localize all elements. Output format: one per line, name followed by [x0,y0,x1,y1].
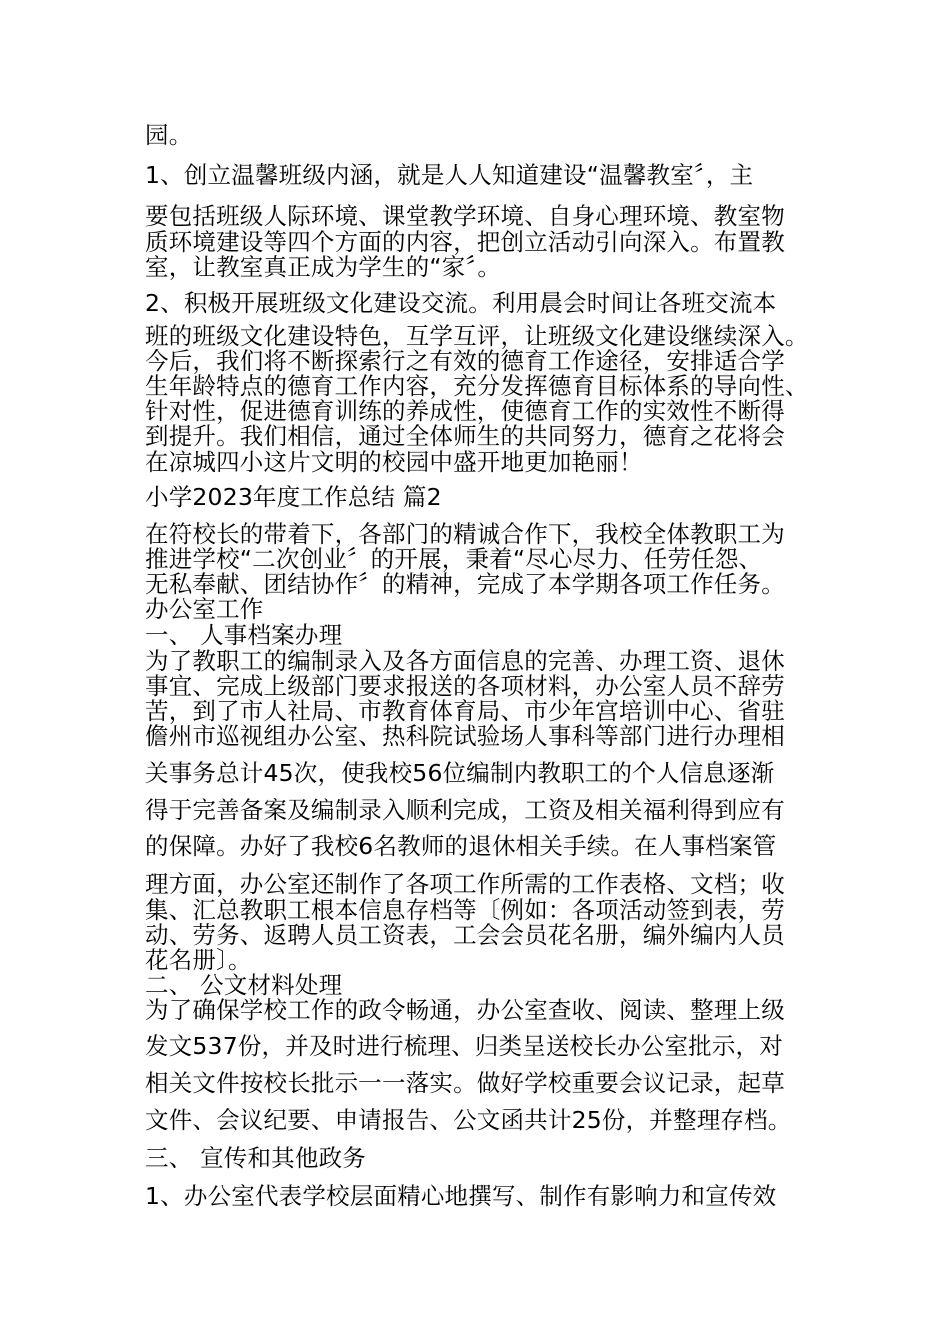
text-line: 1、办公室代表学校层面精心地撰写、制作有影响力和宣传效 [145,1182,777,1210]
text-line: 到提升。我们相信，通过全体师生的共同努力，德育之花将会 [145,422,785,450]
text-line: 儋州市巡视组办公室、热科院试验场人事科等部门进行办理相 [145,722,785,750]
text-line: 相关文件按校长批示一一落实。做好学校重要会议记录，起草 [145,1069,785,1097]
text-line: 班的班级文化建设特色，互学互评，让班级文化建设继续深入。 [145,322,809,350]
text-line: 1、创立温馨班级内涵，就是人人知道建设“温馨教室〞，主 [145,161,754,189]
text-line: 要包括班级人际环境、课堂教学环境、自身心理环境、教室物 [145,202,785,230]
text-line: 园。 [145,121,193,149]
text-line: 为了教职工的编制录入及各方面信息的完善、办理工资、退休 [145,647,785,675]
text-line: 苦，到了市人社局、市教育体育局、市少年宫培训中心、省驻 [145,697,785,725]
section-heading: 办公室工作 [145,595,264,623]
text-line: 在符校长的带着下，各部门的精诚合作下，我校全体教职工为 [145,520,785,548]
text-line: 针对性，促进德育训练的养成性，使德育工作的实效性不断得 [145,397,785,425]
text-line: 生年龄特点的德育工作内容，充分发挥德育目标体系的导向性、 [145,372,809,400]
section-heading: 二、 公文材料处理 [145,971,343,999]
text-line: 的保障。办好了我校6名教师的退休相关手续。在人事档案管 [145,832,777,860]
text-line: 集、汇总教职工根本信息存档等〔例如：各项活动签到表，劳 [145,896,785,924]
text-line: 在凉城四小这片文明的校园中盛开地更加艳丽！ [145,448,643,476]
text-line: 推进学校“二次创业〞的开展，秉着“尽心尽力、任劳任怨、 [145,545,763,573]
text-line: 2、积极开展班级文化建设交流。利用晨会时间让各班交流本 [145,289,777,317]
text-line: 花名册〕。 [145,946,252,974]
text-line: 关事务总计45次，使我校56位编制内教职工的个人信息逐渐 [145,759,775,787]
text-line: 理方面，办公室还制作了各项工作所需的工作表格、文档；收 [145,870,785,898]
text-line: 动、劳务、返聘人员工资表，工会会员花名册，编外编内人员 [145,921,785,949]
text-line: 为了确保学校工作的政令畅通，办公室查收、阅读、整理上级 [145,996,785,1024]
section-heading: 三、 宣传和其他政务 [145,1144,366,1172]
section-heading: 小学2023年度工作总结 篇2 [145,483,442,511]
text-line: 事宜、完成上级部门要求报送的各项材料，办公室人员不辞劳 [145,672,785,700]
text-line: 得于完善备案及编制录入顺利完成，工资及相关福利得到应有 [145,796,785,824]
text-line: 文件、会议纪要、申请报告、公文函共计25份，并整理存档。 [145,1106,792,1134]
text-line: 质环境建设等四个方面的内容，把创立活动引向深入。布置教 [145,228,785,256]
text-line: 无私奉献、团结协作〞的精神，完成了本学期各项工作任务。 [145,570,785,598]
text-line: 室，让教室真正成为学生的“家〞。 [145,253,502,281]
text-line: 发文537份，并及时进行梳理、归类呈送校长办公室批示，对 [145,1032,783,1060]
text-line: 今后，我们将不断探索行之有效的德育工作途径，安排适合学 [145,347,785,375]
section-heading: 一、 人事档案办理 [145,621,343,649]
